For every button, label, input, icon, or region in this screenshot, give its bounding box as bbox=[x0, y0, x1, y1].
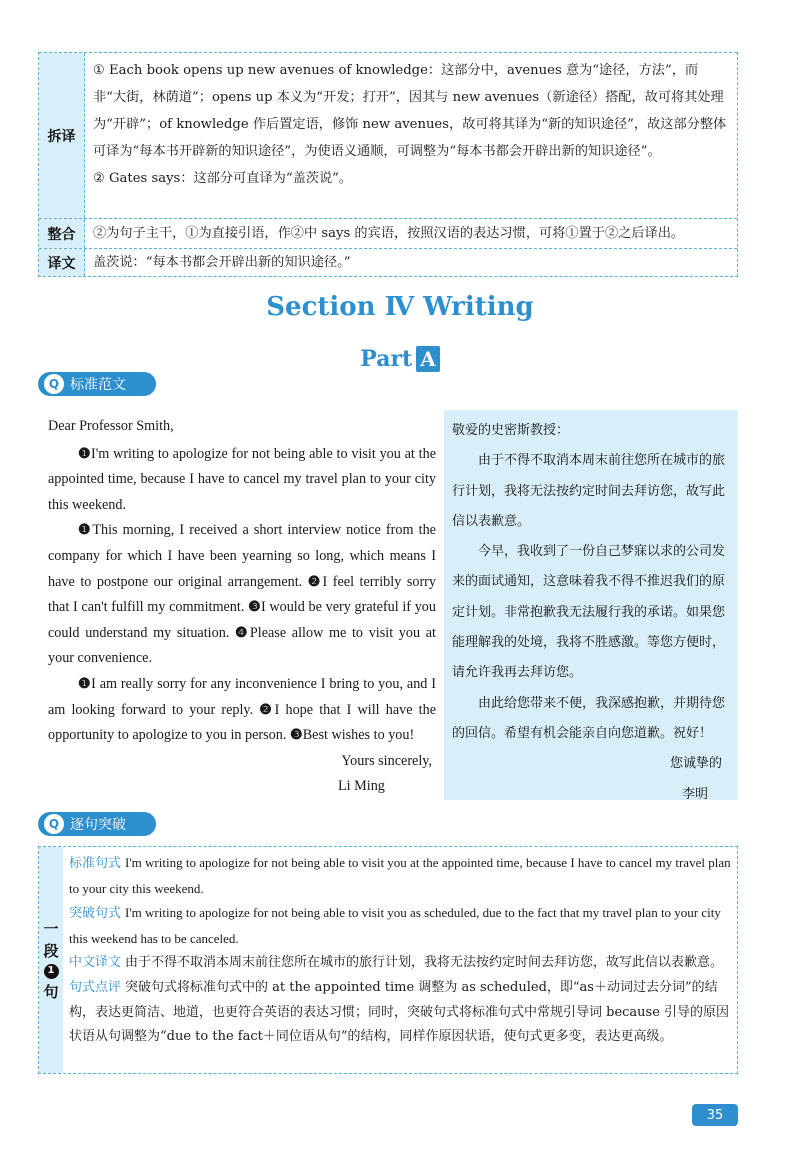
page-number: 35 bbox=[692, 1104, 738, 1126]
item-tag: 标准句式 bbox=[69, 856, 122, 871]
part-letter-badge: A bbox=[416, 346, 440, 372]
row-paragraph: ②为句子主干，①为直接引语，作②中 says 的宾语，按照汉语的表达习惯，可将①置于②之后译出。 bbox=[93, 226, 685, 241]
row-content bbox=[85, 219, 737, 248]
row-content bbox=[85, 249, 737, 276]
row-label: 拆译 bbox=[39, 53, 85, 218]
breakdown-item bbox=[69, 951, 731, 976]
marker-text: 句 bbox=[43, 982, 59, 1001]
row-paragraph: 盖茨说：“每本书都会开辟出新的知识途径。” bbox=[93, 255, 351, 270]
letter-paragraph bbox=[48, 518, 436, 672]
part-label: Part bbox=[360, 346, 413, 372]
item-text: 由于不得不取消本周末前往您所在城市的旅行计划，我将无法按约定时间去拜访您，故写此信以表歉意。 bbox=[125, 955, 724, 971]
letter-paragraph: 由于不得不取消本周末前往您所在城市的旅行计划，我将无法按约定时间去拜访您，故写此信以表歉意。 bbox=[452, 453, 726, 529]
marker-circle: 1 bbox=[44, 964, 59, 979]
letter-closing: 您诚挚的 bbox=[669, 756, 722, 772]
table-row-translation bbox=[39, 248, 737, 276]
sentence-number: ❶ bbox=[78, 675, 92, 692]
letter-paragraph bbox=[48, 672, 436, 749]
search-icon: Q bbox=[44, 374, 64, 394]
marker-text: 一 bbox=[43, 919, 59, 938]
sentence-number: ❷ bbox=[259, 701, 275, 718]
sentence-number: ❸ bbox=[289, 727, 303, 744]
breakdown-item bbox=[69, 901, 731, 951]
heading-label: 标准范文 bbox=[70, 377, 126, 393]
item-tag: 突破句式 bbox=[69, 906, 122, 922]
search-icon: Q bbox=[44, 814, 64, 834]
item-tag: 句式点评 bbox=[69, 979, 122, 995]
sentence-number: ❶ bbox=[78, 522, 93, 539]
sentence: This morning, I received a short interview notice from the company for which I have been yearning so long, which means I have to postpone our original arrangement. bbox=[48, 522, 436, 590]
letter-signature: Li Ming bbox=[338, 778, 385, 795]
translation-analysis-table bbox=[38, 52, 738, 277]
model-essay-heading bbox=[38, 372, 156, 396]
letter-salutation: 敬爱的史密斯教授： bbox=[452, 423, 570, 438]
table-row-split-translation bbox=[39, 52, 737, 218]
row-paragraph: ① Each book opens up new avenues of knowledge：这部分中，avenues 意为“途径，方法”，而非“大街，林荫道”；opens up 本义为“开发；打开”，因其与 new avenues（新途径）搭配，故可将其处理为“开辟”；of knowledge 作后置定语，修饰 new avenues，故可将其译为“新的知识途径”，故这部分整体可译为“每本书开辟新的知识途径”，为使语义通顺，可调整为“每本书都会开辟出新的知识途径”。 bbox=[93, 63, 727, 159]
sentence: I would be very grateful if you could understand my situation. bbox=[48, 599, 436, 641]
sentence-number: ❸ bbox=[248, 599, 261, 616]
row-label: 整合 bbox=[39, 219, 85, 248]
part-title bbox=[0, 346, 800, 372]
item-text: I'm writing to apologize for not being able to visit you at the appointed time, because I have to cancel my travel plan to your city this weekend. bbox=[69, 855, 731, 896]
paragraph-sentence-marker bbox=[39, 847, 63, 1073]
item-text: 突破句式将标准句式中的 at the appointed time 调整为 as scheduled，即“as＋动词过去分词”的结构，表达更简洁、地道，也更符合英语的表达习惯；同时，突破句式将标准句式中常规引导词 because 引导的原因状语从句调整为“due to the fact＋同位语从句”的结构，同样作原因状语，使句式更多变，表达更高级。 bbox=[69, 979, 730, 1045]
sentence: I am really sorry for any inconvenience I bring to you, and I am looking forward to your reply. bbox=[48, 675, 436, 718]
row-label: 译文 bbox=[39, 249, 85, 276]
sentence-number: ❶ bbox=[78, 445, 91, 462]
chinese-translation-box bbox=[444, 410, 738, 800]
letter-paragraph: 由此给您带来不便，我深感抱歉，并期待您的回信。希望有机会能亲自向您道歉。祝好！ bbox=[452, 695, 726, 741]
sentence: Best wishes to you! bbox=[302, 727, 415, 744]
sentence: I'm writing to apologize for not being able to visit you at the appointed time, because I have to cancel my travel plan to your city this weekend. bbox=[48, 445, 436, 513]
section-title: Section Ⅳ Writing bbox=[266, 292, 534, 322]
sentence: I feel terribly sorry that I can't fulfill my commitment. bbox=[48, 573, 436, 616]
heading-label: 逐句突破 bbox=[70, 817, 126, 833]
sentence-breakdown-heading bbox=[38, 812, 156, 836]
table-row-integrate bbox=[39, 218, 737, 248]
breakdown-content bbox=[63, 847, 737, 1073]
sentence-breakdown-box bbox=[38, 846, 738, 1074]
item-tag: 中文译文 bbox=[69, 955, 122, 971]
breakdown-item bbox=[69, 976, 731, 1050]
sentence-number: ❷ bbox=[307, 573, 323, 590]
letter-paragraph: 今早，我收到了一份自己梦寐以求的公司发来的面试通知，这意味着我不得不推迟我们的原定计划。非常抱歉我无法履行我的承诺。如果您能理解我的处境，我将不胜感激。等您方便时，请允许我再去拜访您。 bbox=[452, 544, 726, 681]
row-paragraph: ② Gates says：这部分可直译为“盖茨说”。 bbox=[93, 171, 353, 186]
item-text: I'm writing to apologize for not being able to visit you as scheduled, due to the fact that my travel plan to your city this weekend has to be canceled. bbox=[69, 905, 721, 946]
marker-text: 段 bbox=[43, 941, 59, 960]
letter-paragraph bbox=[48, 442, 436, 519]
row-content bbox=[85, 53, 737, 218]
letter-signature: 李明 bbox=[681, 786, 708, 802]
sentence: Please allow me to visit you at your convenience. bbox=[48, 624, 436, 667]
sentence-number: ❹ bbox=[235, 624, 250, 641]
letter-closing: Yours sincerely, bbox=[341, 752, 432, 769]
english-letter bbox=[48, 414, 436, 800]
letter-salutation: Dear Professor Smith, bbox=[48, 418, 174, 434]
sentence: I hope that I will have the opportunity to apologize to you in person. bbox=[48, 701, 436, 744]
breakdown-item bbox=[69, 851, 731, 901]
